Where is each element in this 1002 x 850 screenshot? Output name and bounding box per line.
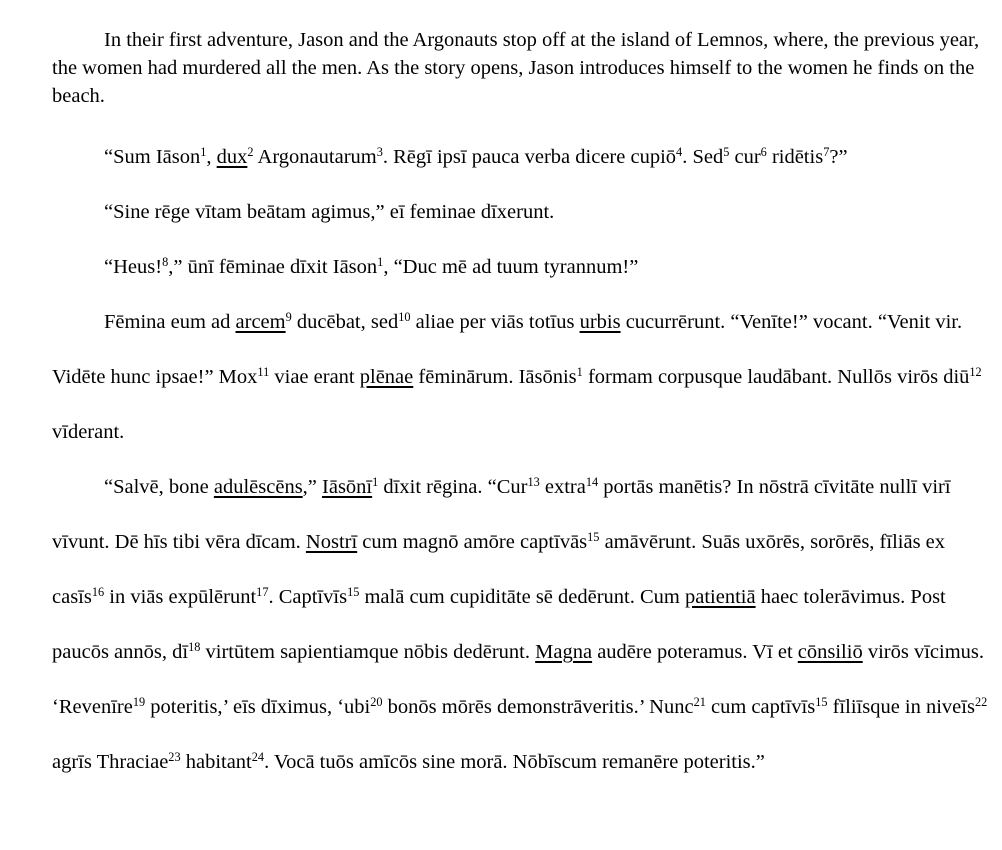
footnote-ref: 9 — [285, 310, 292, 325]
footnote-ref: 4 — [676, 145, 683, 160]
text-run: “Heus! — [104, 256, 163, 278]
footnote-ref: 6 — [760, 145, 767, 160]
underlined-term: adulēscēns — [213, 476, 303, 498]
text-run: dīxit rēgina. “Cur — [378, 476, 528, 498]
text-run: bonōs mōrēs demonstrāveritis.’ Nunc — [382, 696, 694, 718]
document-body — [52, 0, 988, 790]
text-run: in viās expūlērunt — [104, 586, 257, 608]
underlined-term: Nostrī — [305, 531, 358, 553]
text-run: ,” — [302, 476, 323, 498]
footnote-ref: 15 — [815, 695, 828, 710]
text-run: . Rēgī ipsī pauca verba dicere cupiō — [382, 146, 677, 168]
text-run: Argonautarum — [253, 146, 377, 168]
footnote-ref: 1 — [377, 255, 384, 270]
footnote-ref: 24 — [251, 750, 265, 765]
text-run: , “Duc mē ad tuum tyrannum!” — [383, 256, 639, 278]
footnote-ref: 3 — [376, 145, 383, 160]
text-run: “Sum Iāson — [104, 146, 201, 168]
text-run: In their first adventure, Jason and the Argonauts stop off at the island of Lemnos, where, the previous year, the women had murdered all the men. As the story opens, Jason introduces himself to the women he finds on the beach. — [52, 29, 980, 107]
underlined-term: dux — [216, 146, 248, 168]
intro-paragraph — [52, 26, 988, 110]
underlined-term: Magna — [535, 641, 593, 663]
text-run: . Vocā tuōs amīcōs sine morā. Nōbīscum remanēre poteritis.” — [264, 751, 765, 773]
text-run: , — [206, 146, 217, 168]
footnote-ref: 14 — [585, 475, 599, 490]
text-run: cur — [729, 146, 761, 168]
text-run: virtūtem sapientiamque nōbis dedērunt. — [200, 641, 536, 663]
footnote-ref: 8 — [162, 255, 169, 270]
text-run: extra — [539, 476, 586, 498]
footnote-ref: 13 — [527, 475, 540, 490]
footnote-ref: 17 — [256, 585, 269, 600]
text-run: amāvērunt. Suās uxōrēs, sorōrēs, fīliās ex casīs — [52, 531, 946, 608]
text-run: poteritis,’ eīs dīximus, ‘ubi — [145, 696, 371, 718]
footnote-ref: 23 — [168, 750, 181, 765]
text-run: . Captīvīs — [268, 586, 348, 608]
footnote-ref: 16 — [91, 585, 105, 600]
footnote-ref: 5 — [723, 145, 730, 160]
text-run: virōs vīcimus. ‘Revenīre — [52, 641, 984, 718]
text-run: portās manētis? In nōstrā cīvitāte nullī virī vīvunt. Dē hīs tibi vēra dīcam. — [52, 476, 951, 553]
underlined-term: patientiā — [685, 586, 756, 608]
text-run: malā cum cupiditāte sē dedērunt. Cum — [359, 586, 685, 608]
text-run: habitant — [180, 751, 252, 773]
text-run: Fēmina eum ad — [104, 311, 236, 333]
text-run: aliae per viās totīus — [410, 311, 580, 333]
footnote-ref: 15 — [347, 585, 360, 600]
footnote-ref: 21 — [693, 695, 706, 710]
footnote-ref: 20 — [370, 695, 383, 710]
footnote-ref: 10 — [398, 310, 411, 325]
latin-paragraph-3 — [52, 240, 988, 295]
underlined-term: plēnae — [359, 366, 414, 388]
text-run: cucurrērunt. “Venīte!” vocant. “Venit vir. Vidēte hunc ipsae!” Mox — [52, 311, 963, 388]
text-run: ,” ūnī fēminae dīxit Iāson — [168, 256, 378, 278]
text-run: audēre poteramus. Vī et — [592, 641, 798, 663]
underlined-term: urbis — [579, 311, 621, 333]
latin-paragraph-4 — [52, 295, 988, 460]
footnote-ref: 1 — [576, 365, 583, 380]
text-run: “Salvē, bone — [104, 476, 214, 498]
text-run: formam corpusque laudābant. Nullōs virōs diū — [582, 366, 970, 388]
text-run: cum captīvīs — [705, 696, 816, 718]
text-run: fēminārum. Iāsōnis — [413, 366, 577, 388]
text-run: ridētis — [766, 146, 824, 168]
text-run: cum magnō amōre captīvās — [357, 531, 588, 553]
footnote-ref: 1 — [372, 475, 379, 490]
footnote-ref: 12 — [969, 365, 982, 380]
text-run: agrīs Thraciae — [52, 751, 169, 773]
footnote-ref: 18 — [188, 640, 201, 655]
text-run: vīderant. — [52, 421, 125, 443]
underlined-term: cōnsiliō — [797, 641, 863, 663]
text-run: ?” — [829, 146, 848, 168]
latin-paragraph-1 — [52, 130, 988, 185]
footnote-ref: 1 — [200, 145, 207, 160]
text-run: fīliīsque in niveīs — [827, 696, 975, 718]
text-run: . Sed — [682, 146, 724, 168]
footnote-ref: 19 — [132, 695, 146, 710]
latin-paragraph-2 — [52, 185, 988, 240]
footnote-ref: 11 — [257, 365, 270, 380]
text-run: viae erant — [269, 366, 360, 388]
footnote-ref: 22 — [974, 695, 988, 710]
text-run: ducēbat, sed — [291, 311, 399, 333]
footnote-ref: 15 — [587, 530, 600, 545]
text-run: “Sine rēge vītam beātam agimus,” eī feminae dīxerunt. — [104, 201, 555, 223]
underlined-term: Iāsōnī — [322, 476, 373, 498]
latin-paragraph-5 — [52, 460, 988, 790]
underlined-term: arcem — [235, 311, 286, 333]
text-run: haec tolerāvimus. Post paucōs annōs, dī — [52, 586, 946, 663]
footnote-ref: 2 — [247, 145, 254, 160]
footnote-ref: 7 — [823, 145, 830, 160]
